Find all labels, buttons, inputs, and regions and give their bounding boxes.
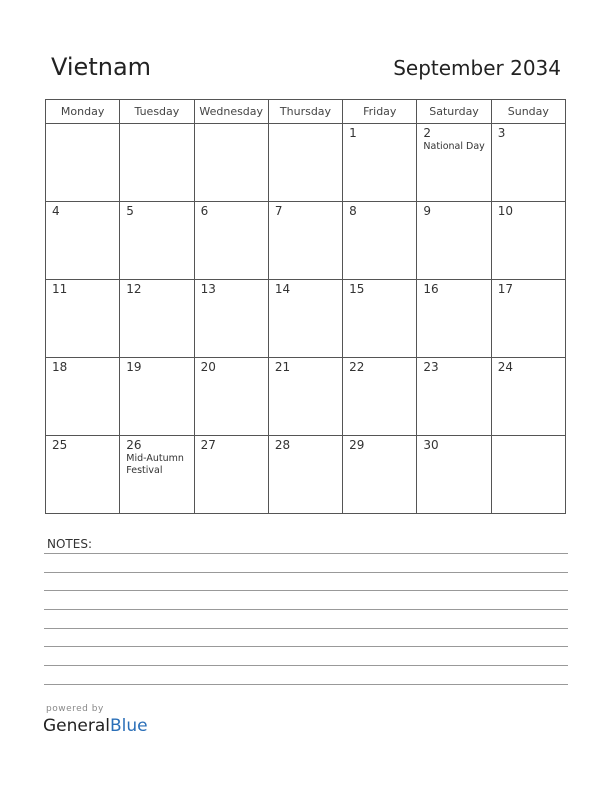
week-row [46, 280, 566, 358]
day-cell [120, 358, 194, 436]
logo-general-text: General [43, 716, 110, 736]
day-number: 13 [200, 282, 216, 296]
day-number: 30 [423, 438, 439, 452]
note-line [44, 628, 568, 629]
notes-label: NOTES: [47, 537, 92, 551]
weekday-header: Thursday [268, 100, 342, 124]
day-cell [417, 358, 491, 436]
day-cell [417, 280, 491, 358]
day-cell [46, 436, 120, 514]
day-number: 20 [200, 360, 216, 374]
week-row [46, 124, 566, 202]
day-cell [46, 280, 120, 358]
day-number: 27 [200, 438, 216, 452]
weekday-header: Wednesday [194, 100, 268, 124]
day-number: 14 [274, 282, 291, 296]
day-number: 26 [126, 438, 142, 452]
day-number: 12 [126, 282, 142, 296]
day-cell [268, 280, 342, 358]
day-cell [120, 280, 194, 358]
note-line [44, 665, 568, 666]
day-cell [194, 202, 268, 280]
day-number: 7 [274, 204, 283, 218]
day-cell [343, 124, 417, 202]
calendar-grid [45, 99, 566, 514]
day-number: 9 [423, 204, 432, 218]
day-number: 19 [126, 360, 142, 374]
note-line [44, 609, 568, 610]
week-row [46, 436, 566, 514]
week-row [46, 358, 566, 436]
day-number: 10 [497, 204, 513, 218]
weekday-header: Tuesday [120, 100, 194, 124]
day-cell [417, 436, 491, 514]
day-number: 6 [200, 204, 209, 218]
day-number: 1 [349, 126, 357, 140]
day-number: 21 [274, 360, 291, 374]
day-number: 16 [423, 282, 439, 296]
day-cell [268, 124, 342, 202]
weekday-header: Sunday [491, 100, 565, 124]
weekday-header: Friday [343, 100, 417, 124]
note-line [44, 646, 568, 647]
day-cell [120, 124, 194, 202]
weekday-header: Monday [46, 100, 120, 124]
holiday-label: National Day [423, 141, 485, 152]
weekday-header: Saturday [417, 100, 491, 124]
day-number: 4 [52, 204, 60, 218]
note-line [44, 590, 568, 591]
note-line [44, 553, 568, 554]
note-line [44, 572, 568, 573]
day-cell [343, 280, 417, 358]
day-number: 25 [52, 438, 68, 452]
day-cell [46, 202, 120, 280]
day-number: 5 [126, 204, 134, 218]
day-number: 28 [274, 438, 291, 452]
day-cell [268, 358, 342, 436]
day-cell [343, 202, 417, 280]
day-number: 18 [52, 360, 68, 374]
day-number: 23 [423, 360, 439, 374]
month-year-title: September 2034 [393, 56, 561, 80]
day-cell [120, 202, 194, 280]
day-cell [343, 436, 417, 514]
holiday-label: Mid-Autumn Festival [126, 453, 184, 476]
day-cell [491, 280, 565, 358]
day-cell [46, 358, 120, 436]
powered-by-text: powered by [46, 704, 104, 714]
day-cell [194, 280, 268, 358]
day-cell [417, 124, 491, 202]
generalblue-logo[interactable] [43, 716, 148, 736]
day-number: 15 [349, 282, 365, 296]
day-cell [491, 436, 565, 514]
logo-blue-text: Blue [110, 716, 148, 736]
day-cell [46, 124, 120, 202]
day-cell [491, 202, 565, 280]
day-number: 29 [349, 438, 365, 452]
day-cell [194, 358, 268, 436]
day-number: 24 [497, 360, 513, 374]
day-cell [491, 124, 565, 202]
day-number: 2 [423, 126, 432, 140]
day-cell [120, 436, 194, 514]
day-number: 3 [497, 126, 506, 140]
day-cell [194, 124, 268, 202]
day-cell [343, 358, 417, 436]
day-number: 17 [497, 282, 513, 296]
day-cell [268, 202, 342, 280]
day-cell [417, 202, 491, 280]
country-title: Vietnam [51, 53, 152, 81]
day-cell [194, 436, 268, 514]
day-number: 22 [349, 360, 365, 374]
day-cell [491, 358, 565, 436]
day-cell [268, 436, 342, 514]
day-number: 8 [349, 204, 357, 218]
note-line [44, 684, 568, 685]
day-number: 11 [52, 282, 68, 296]
weekday-header-row [46, 100, 566, 124]
week-row [46, 202, 566, 280]
